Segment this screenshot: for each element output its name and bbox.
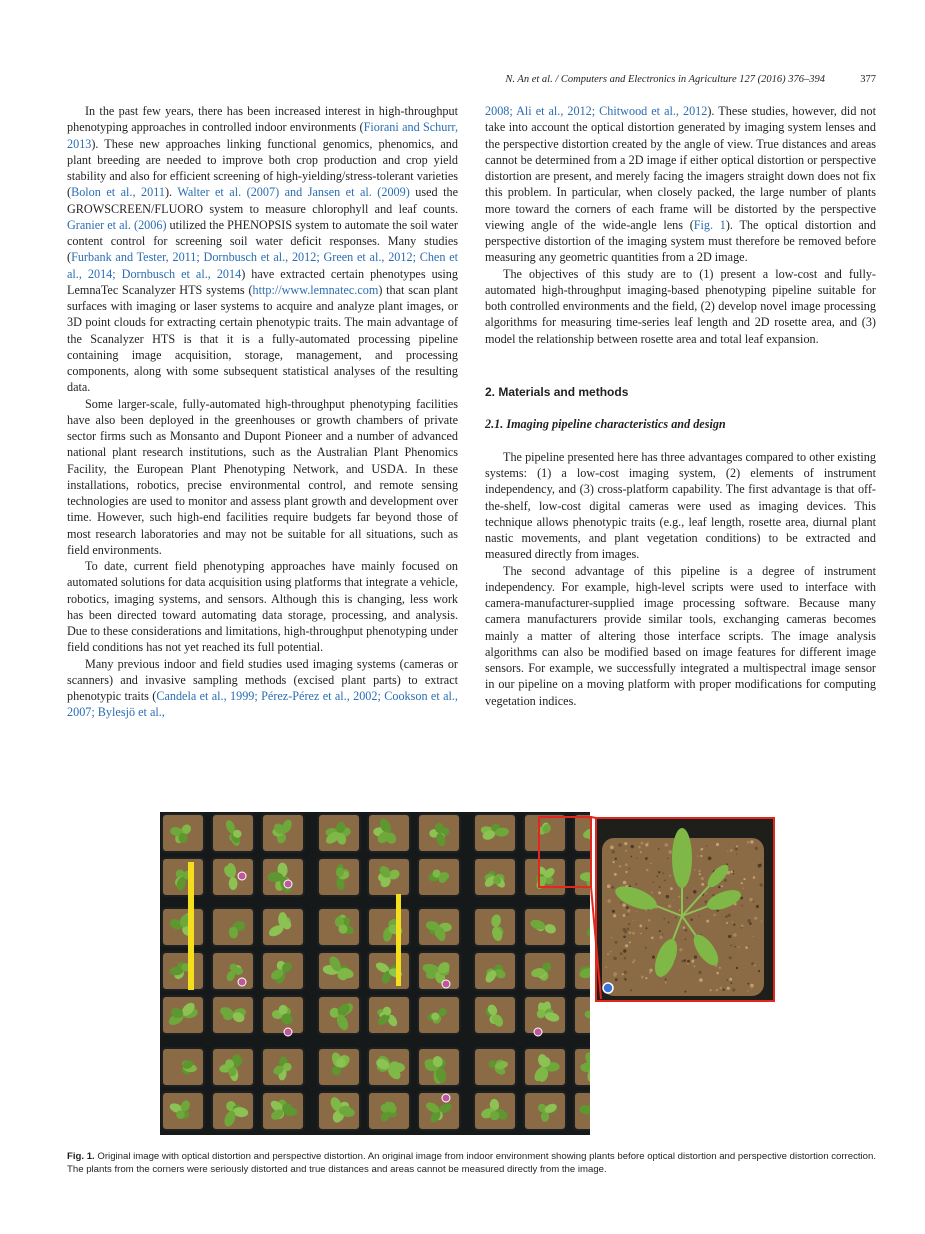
paragraph: The second advantage of this pipeline is a degree of instrument independency. For example, high-level scripts were used to interface with camera-manufacturer-supplied image processing software. Because many camera manufacturers provide similar tools, exchanging cameras becomes mainly a matter of altering those interface scripts. The image analysis algorithms can also be modified based on image features for different image sensors. For example, we successfully integrated a multispectral image sensor in our pipeline on a moving platform with proper modifications for computing vegetation indices. (485, 563, 876, 708)
pot-cell (574, 908, 590, 946)
right-column (485, 103, 876, 709)
caption-label: Fig. 1. (67, 1151, 95, 1162)
figure-1 (160, 812, 777, 1138)
figure-link[interactable]: Fig. 1 (693, 217, 726, 232)
figure-zoom-inset (596, 818, 774, 1001)
paragraph: The objectives of this study are to (1) present a low-cost and fully-automated high-throughput imaging-based phenotyping pipeline suitable for both controlled environments and the field, (2) develop novel image processing algorithms for measuring time-series leaf length and 2D rosette area, and (3) model the relationship between rosette area and total leaf expansion. (485, 266, 876, 346)
citation-link[interactable]: Bolon et al., 2011 (71, 185, 165, 200)
pot-label-marker (284, 880, 292, 888)
paragraph: 2008; Ali et al., 2012; Chitwood et al., 2012). These studies, however, did not take into account the optical distortion generated by imaging system lenses and the perspective distortion created by the angle of view. True distances and areas cannot be determined from a 2D image if either optical distortion or perspective distortion are present, and merely facing the imagers straight down does not fix this problem. In particular, when closely packed, the large number of plants more toward the corners of each frame will be distorted by the perspective viewing angle of the wide-angle lens (Fig. 1). The optical distortion and perspective distortion of the imaging system must therefore be removed before measuring any geometric quantities from a 2D image. (485, 104, 876, 265)
section-heading: 2. Materials and methods (485, 384, 629, 399)
figure-main-image (160, 812, 590, 1135)
citation-link[interactable]: Walter et al. (2007) and Jansen et al. (2009) (177, 185, 410, 200)
running-head (0, 74, 925, 88)
paragraph: In the past few years, there has been increased interest in high-throughput phenotyping approaches in controlled indoor environments (Fiorani and Schurr, 2013). These new approaches linking functional genomics, phenomics, and plant breeding are needed to improve both crop production and crop yield stability and also for efficient screening of high-yielding/stress-tolerant varieties (Bolon et al., 2011). Walter et al. (2007) and Jansen et al. (2009) used the GROWSCREEN/FLUORO system to measure chlorophyll and leaf counts. Granier et al. (2006) utilized the PHENOPSIS system to automate the soil water content control for screening soil water deficit responses. Many studies (Furbank and Tester, 2011; Dornbusch et al., 2012; Green et al., 2012; Chen et al., 2014; Dornbusch et al., 2014) have extracted certain phenotypes using LemnaTec Scanalyzer HTS systems (http://www.lemnatec.com) that scan plant surfaces with imaging or laser systems to acquire and analyze plant images, or 3D point clouds for extracting certain phenotypic traits. The main advantage of the Scanalyzer HTS is that it is a fully-automated processing pipeline containing image acquisition, storage, management, and processing components, along with some subsequent statistical analyses of the resulting data. (67, 104, 459, 395)
pot-label-marker (284, 1028, 292, 1036)
paragraph: The pipeline presented here has three advantages compared to other existing systems: (1) a low-cost imaging system, (2) elements of instrument independency, and (3) cross-platform capability. The first advantage is that off-the-shelf, low-cost digital cameras were used as imaging devices. This technique allows phenotypic traits (e.g., leaf length, rosette area, diurnal plant nastic movements, and plant vegetation conditions) to be extracted and measured directly from images. (485, 449, 876, 562)
citation-link[interactable]: Fiorani and Schurr, 2013 (67, 120, 459, 151)
caption-text: Original image with optical distortion and perspective distortion. An original image from indoor environment showing plants before optical distortion and perspective distortion correction. The plants from the corners were seriously distorted and true distances and areas cannot be measured directly from the image. (67, 1151, 876, 1175)
pot-label-marker (238, 872, 246, 880)
url-link[interactable]: http://www.lemnatec.com (252, 282, 379, 297)
citation-link[interactable]: 2008; Ali et al., 2012; Chitwood et al., 2012 (485, 104, 708, 118)
paragraph: To date, current field phenotyping approaches have mainly focused on automated solutions for data acquisition using platforms that integrate a vehicle, robotics, imaging systems, and sensors. Although this is changing, less work has been directed toward automating data storage, processing, and analysis. Due to these considerations and limitations, high-throughput phenotyping under field conditions has not yet reached its full potential. (67, 559, 458, 655)
paragraph: Some larger-scale, fully-automated high-throughput phenotyping facilities have also been deployed in the greenhouses or growth chambers of private sector firms such as Monsanto and Dupont Pioneer and a number of advanced national plant research institutions, such as the Australian Plant Phenomics Facility, the European Plant Phenotyping Network, and USDA. In these installations, robotics, precise environmental control, and remote sensing technologies are used to monitor and assess plant growth and development over time. However, such high-end facilities require budgets far beyond those of most research laboratories and may not be suitable for all situations, such as field environments. (67, 396, 458, 557)
pot-label-marker (442, 980, 450, 988)
citation-link[interactable]: Furbank and Tester, 2011; Dornbusch et al., 2012; Green et al., 2012; Chen et al., 2014; Dornbusch et al., 2014 (67, 250, 458, 281)
paragraph: Many previous indoor and field studies used imaging systems (cameras or scanners) and invasive sampling methods (excised plant parts) to extract phenotypic traits (Candela et al., 1999; Pérez-Pérez et al., 2002; Cookson et al., 2007; Bylesjö et al., (67, 656, 458, 720)
left-column (67, 103, 458, 721)
zoomed-plant-photo (596, 818, 774, 1001)
figure-caption (67, 1150, 876, 1176)
journal-citation: N. An et al. / Computers and Electronics in Agriculture 127 (2016) 376–394 (505, 74, 825, 85)
yellow-marker (188, 862, 194, 990)
pot-label-marker (238, 978, 246, 986)
pot-label-marker (603, 983, 613, 993)
pot-label-marker (534, 1028, 542, 1036)
page-number: 377 (860, 74, 876, 85)
citation-link[interactable]: Granier et al. (2006) (67, 217, 167, 232)
citation-link[interactable]: Candela et al., 1999; Pérez-Pérez et al., 2002; Cookson et al., 2007; Bylesjö et al., (67, 689, 458, 720)
subsection-heading: 2.1. Imaging pipeline characteristics and design (485, 416, 726, 431)
pot-label-marker (442, 1094, 450, 1102)
yellow-marker (396, 894, 401, 986)
plant-tray-photo (160, 812, 590, 1135)
